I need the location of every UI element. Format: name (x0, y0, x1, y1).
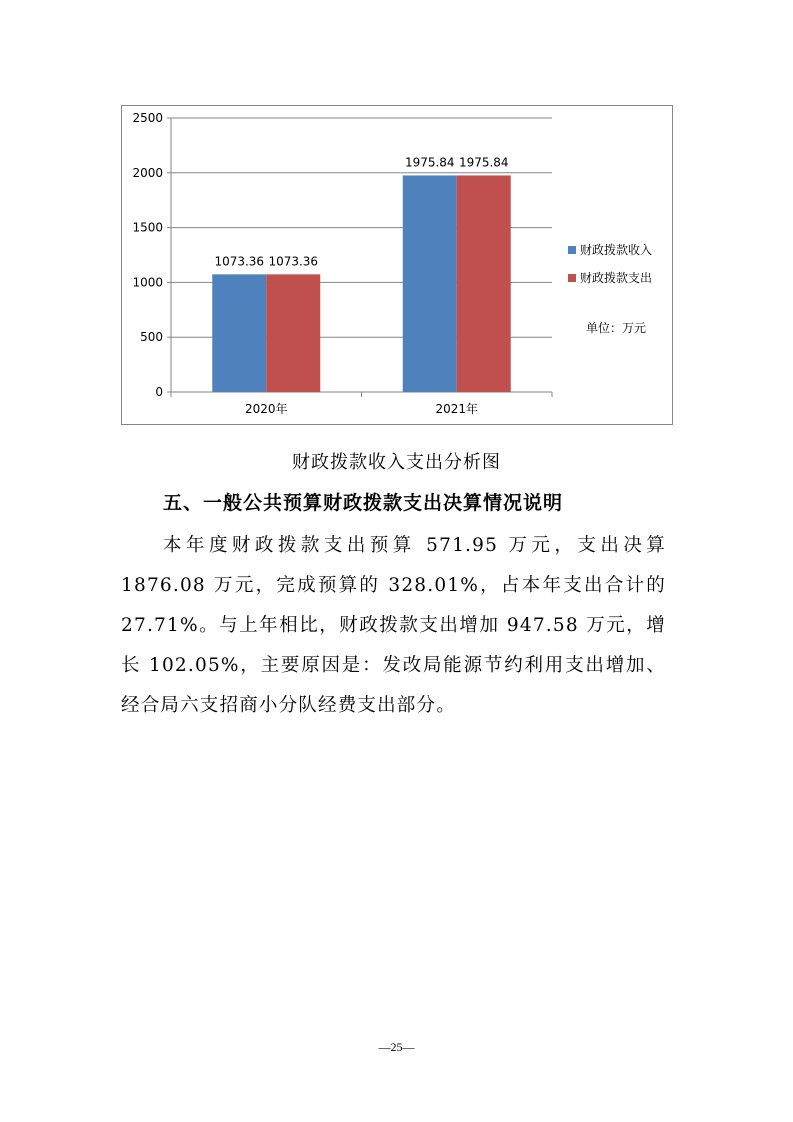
unit-note: 单位：万元 (586, 321, 647, 335)
y-tick-label: 2000 (132, 165, 163, 180)
page-number: —25— (378, 1040, 415, 1054)
legend-item-income (568, 241, 652, 258)
section-heading: 五、一般公共预算财政拨款支出决算情况说明 (163, 492, 564, 514)
x-tick-label: 2021年 (435, 402, 479, 416)
y-tick-label: 2500 (132, 111, 163, 125)
data-label: 1975.84 (404, 155, 455, 170)
legend-label-expense: 财政拨款支出 (580, 271, 653, 285)
bar (403, 175, 457, 392)
legend-swatch-expense (568, 274, 576, 282)
y-tick-label: 1000 (132, 275, 163, 290)
chart-caption: 财政拨款收入支出分析图 (292, 452, 501, 473)
data-label: 1975.84 (458, 155, 509, 170)
chart-frame (121, 105, 673, 425)
data-label: 1073.36 (268, 254, 319, 269)
legend-label-income: 财政拨款收入 (580, 243, 653, 257)
legend-item-expense (568, 269, 652, 286)
data-label: 1073.36 (214, 254, 265, 269)
chart-legend (568, 241, 652, 297)
bar (457, 175, 511, 392)
y-tick-label: 0 (155, 385, 163, 399)
body-paragraph: 本年度财政拨款支出预算 571.95 万元，支出决算 1876.08 万元，完成预算的 328.01%，占本年支出合计的 27.71%。与上年相比，财政拨款支出增加 947.58 万元，增长 102.05%，主要原因是：发改局能源节约利用支出增加、经合局六支招商小分队经费支出部分。 (121, 535, 666, 716)
y-tick-label: 1500 (132, 220, 163, 235)
y-tick-label: 500 (140, 330, 163, 345)
legend-swatch-income (568, 246, 576, 254)
bar (212, 274, 266, 392)
bar (266, 274, 320, 392)
x-tick-label: 2020年 (244, 402, 288, 416)
